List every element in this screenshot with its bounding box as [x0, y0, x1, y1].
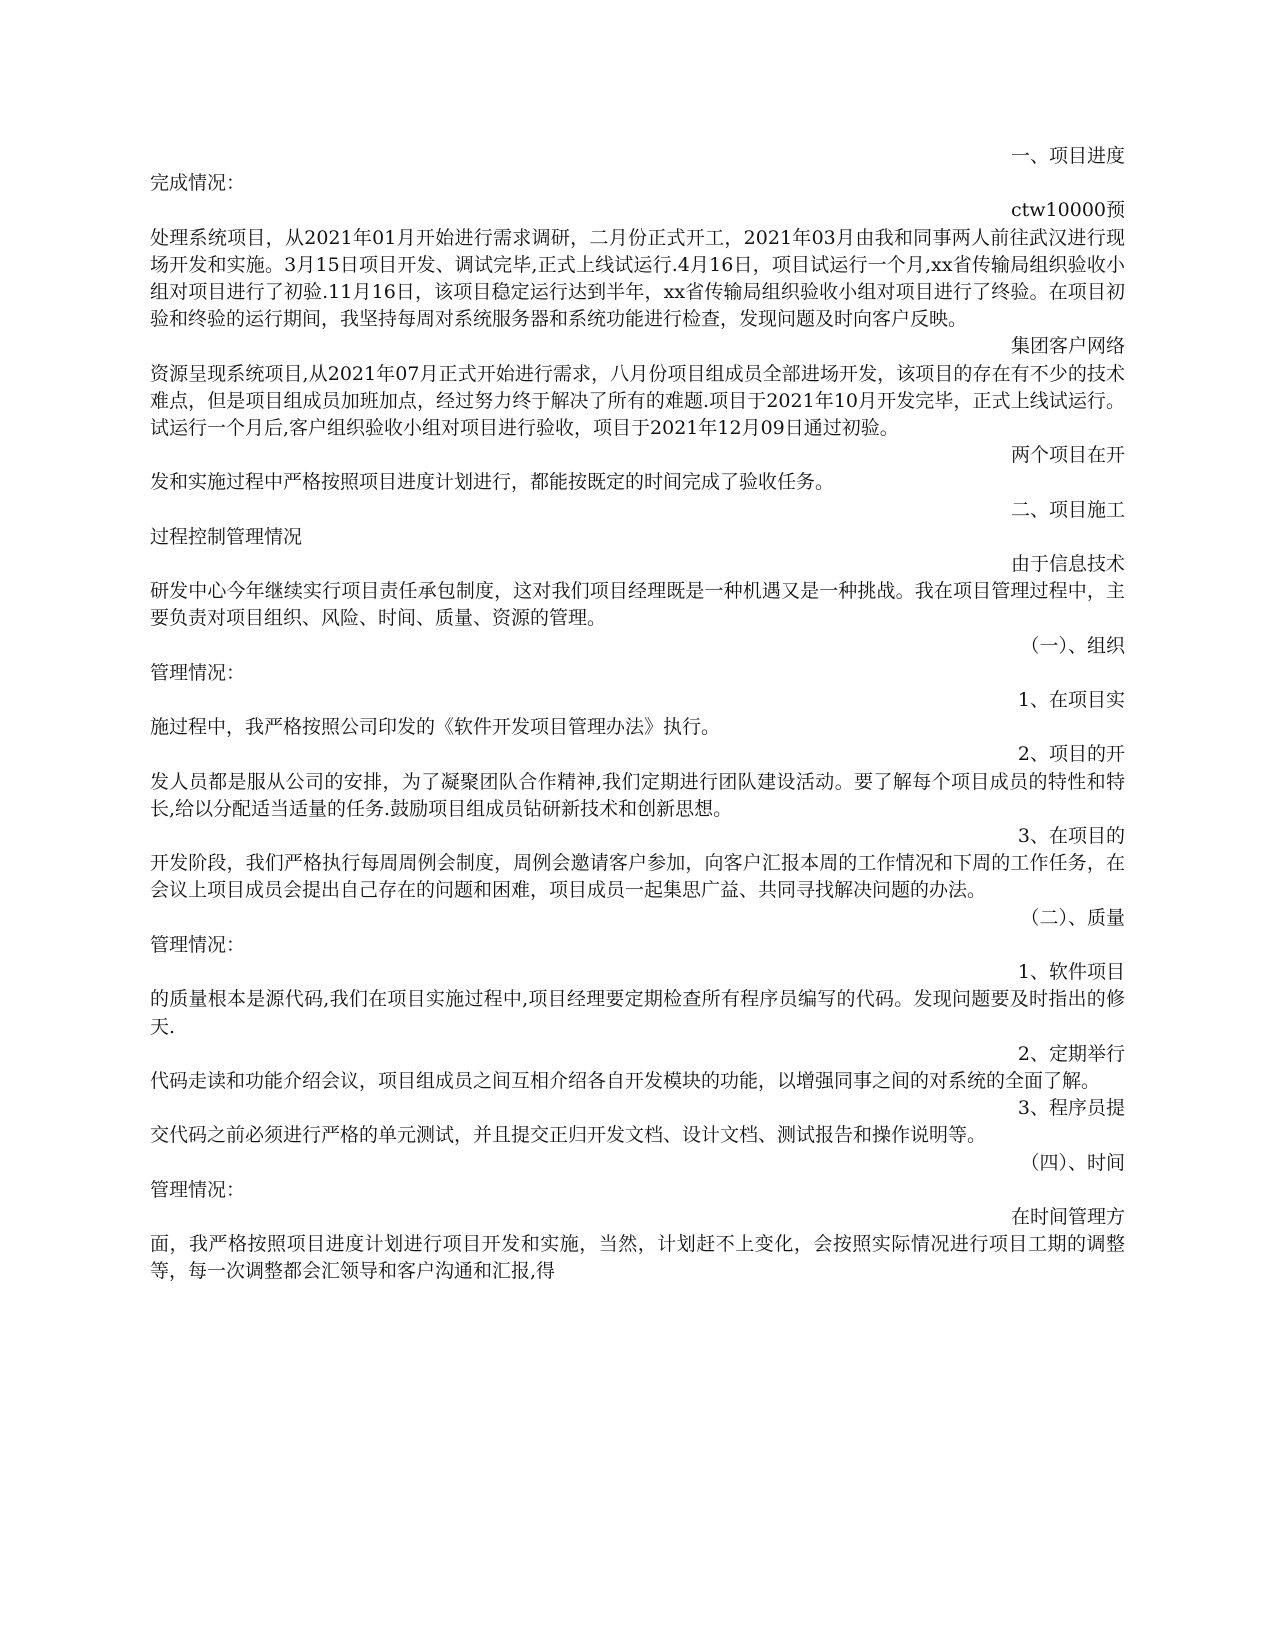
block-lead: （一）、组织 — [1020, 634, 1125, 657]
block-text: 资源呈现系统项目,从2021年07月正式开始进行需求，八月份项目组成员全部进场开发，该项目的存在有不少的技术难点，但是项目组成员加班加点，经过努力终于解决了所有的难题.项目于2021年10月开发完毕，正式上线试运行。试运行一个月后,客户组织验收小组对项目进行验收，项目于2021年12月09日通过初验。 — [150, 362, 1125, 440]
block-lead: 两个项目在开 — [1010, 444, 1125, 467]
block-lead: 2、项目的开 — [1017, 743, 1125, 766]
block-text: 处理系统项目，从2021年01月开始进行需求调研，二月份正式开工，2021年03月由我和同事两人前往武汉进行现场开发和实施。3月15日项目开发、调试完毕,正式上线试运行.4月16日，项目试运行一个月,xx省传输局组织验收小组对项目进行了初验.11月16日，该项目稳定运行达到半年，xx省传输局组织验收小组对项目进行了终验。在项目初验和终验的运行期间，我坚持每周对系统服务器和系统功能进行检查，发现问题及时向客户反映。 — [150, 226, 1125, 331]
paragraph-progress-summary — [150, 442, 1125, 496]
paragraph-time-management — [150, 1204, 1125, 1286]
section-heading-progress — [150, 143, 1125, 197]
paragraph-project-ctw10000 — [150, 197, 1125, 333]
list-item-organization-1 — [150, 687, 1125, 741]
block-lead: 1、在项目实 — [1017, 689, 1125, 712]
block-text: 完成情况： — [150, 172, 246, 195]
list-item-quality-3 — [150, 1095, 1125, 1149]
paragraph-project-network-resources — [150, 333, 1125, 442]
block-text: 过程控制管理情况 — [150, 525, 303, 548]
block-lead: 3、程序员提 — [1017, 1097, 1125, 1120]
block-text: 管理情况： — [150, 1178, 246, 1201]
block-text: 代码走读和功能介绍会议，项目组成员之间互相介绍各自开发模块的功能，以增强同事之间的对系统的全面了解。 — [150, 1069, 1101, 1092]
block-text: 管理情况： — [150, 933, 246, 956]
block-text: 交代码之前必须进行严格的单元测试，并且提交正归开发文档、设计文档、测试报告和操作说明等。 — [150, 1124, 987, 1147]
list-item-organization-2 — [150, 741, 1125, 823]
subheading-quality — [150, 905, 1125, 959]
block-text: 研发中心今年继续实行项目责任承包制度，这对我们项目经理既是一种机遇又是一种挑战。我在项目管理过程中，主要负责对项目组织、风险、时间、质量、资源的管理。 — [150, 580, 1125, 630]
block-lead: 由于信息技术 — [1010, 553, 1125, 576]
document-page — [150, 143, 1125, 1286]
subheading-time — [150, 1150, 1125, 1204]
block-text: 管理情况： — [150, 661, 246, 684]
block-lead: 集团客户网络 — [1010, 335, 1125, 358]
block-lead: （二）、质量 — [1020, 906, 1125, 929]
block-text: 发人员都是服从公司的安排，为了凝聚团队合作精神,我们定期进行团队建设活动。要了解每个项目成员的特性和特长,给以分配适当适量的任务.鼓励项目组成员钻研新技术和创新思想。 — [150, 770, 1125, 820]
block-lead: 1、软件项目 — [1017, 961, 1125, 984]
block-lead: 2、定期举行 — [1017, 1042, 1125, 1065]
block-lead: （四）、时间 — [1020, 1151, 1125, 1174]
block-text: 发和实施过程中严格按照项目进度计划进行，都能按既定的时间完成了验收任务。 — [150, 471, 835, 494]
block-lead: 在时间管理方 — [1010, 1205, 1125, 1228]
list-item-quality-2 — [150, 1041, 1125, 1095]
subheading-organization — [150, 633, 1125, 687]
block-lead: 3、在项目的 — [1017, 825, 1125, 848]
block-text: 的质量根本是源代码,我们在项目实施过程中,项目经理要定期检查所有程序员编写的代码。发现问题要及时指出的修天. — [150, 988, 1125, 1038]
block-lead: 二、项目施工 — [1010, 498, 1125, 521]
section-heading-process-control — [150, 497, 1125, 551]
block-lead: 一、项目进度 — [1010, 145, 1125, 167]
block-text: 施过程中，我严格按照公司印发的《软件开发项目管理办法》执行。 — [150, 716, 721, 739]
block-text: 面，我严格按照项目进度计划进行项目开发和实施，当然，计划赶不上变化，会按照实际情况进行项目工期的调整等，每一次调整都会汇领导和客户沟通和汇报,得 — [150, 1233, 1125, 1283]
block-lead: ctw10000预 — [1011, 199, 1125, 222]
list-item-organization-3 — [150, 823, 1125, 905]
block-text: 开发阶段，我们严格执行每周周例会制度，周例会邀请客户参加，向客户汇报本周的工作情况和下周的工作任务，在会议上项目成员会提出自己存在的问题和困难，项目成员一起集思广益、共同寻找解决问题的办法。 — [150, 852, 1125, 902]
paragraph-responsibility-system — [150, 551, 1125, 633]
list-item-quality-1 — [150, 959, 1125, 1041]
